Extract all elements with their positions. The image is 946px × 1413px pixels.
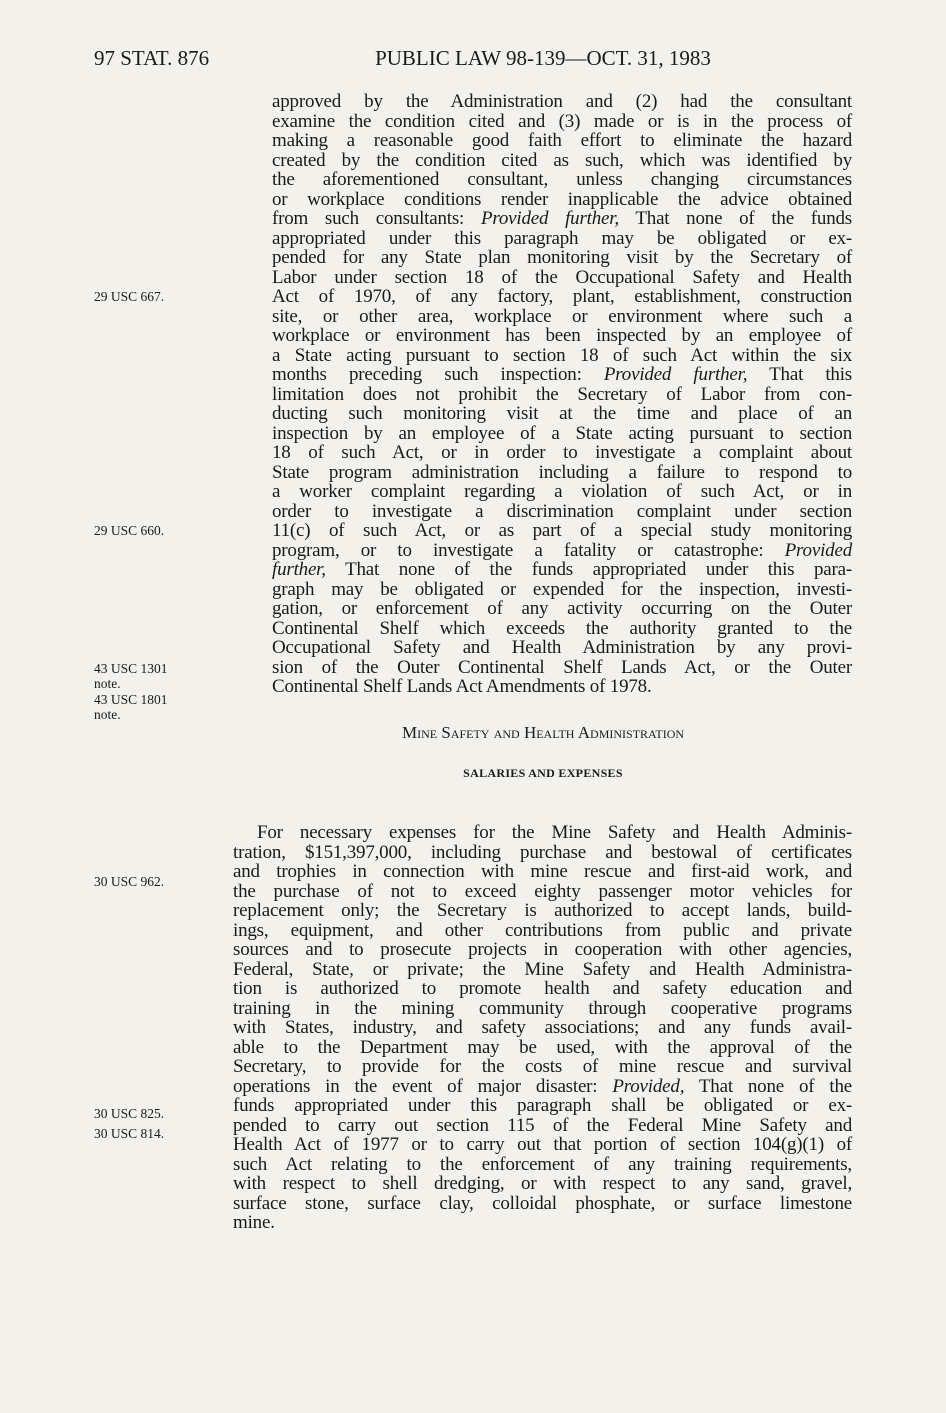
text-segment: State program administration including a failure to respond to — [272, 461, 852, 483]
italic-proviso: Provided, — [612, 1075, 685, 1097]
text-line — [272, 229, 852, 249]
margin-note: 29 USC 667. — [94, 289, 165, 304]
paragraph-2 — [233, 823, 852, 1233]
text-segment: training in the mining community through cooperative programs — [233, 997, 852, 1019]
text-line — [272, 248, 852, 268]
text-line — [233, 823, 852, 843]
text-segment: That none of the — [684, 1075, 852, 1097]
text-segment: examine the condition cited and (3) made or is in the process of — [272, 110, 852, 132]
text-line — [272, 424, 852, 444]
text-segment: with respect to shell dredging, or with respect to any sand, gravel, — [233, 1173, 852, 1194]
text-segment: such Act relating to the enforcement of any training requirements, — [233, 1153, 852, 1175]
text-segment: Continental Shelf Lands Act Amendments of 1978. — [272, 676, 652, 697]
text-line — [233, 901, 852, 921]
section-heading: SALARIES AND EXPENSES — [463, 766, 623, 780]
text-line — [272, 560, 852, 580]
text-segment: tion is authorized to promote health and safety education and — [233, 978, 852, 999]
text-segment: Federal, State, or private; the Mine Safety and Health Administra- — [233, 958, 852, 980]
text-segment: Act of 1970, of any factory, plant, establishment, construction — [272, 286, 852, 307]
text-line — [233, 862, 852, 882]
text-segment: site, or other area, workplace or environment where such a — [272, 305, 852, 327]
text-line — [233, 1135, 852, 1155]
text-line — [272, 190, 852, 210]
text-line — [233, 1077, 852, 1097]
text-segment: pended for any State plan monitoring visit by the Secretary of — [272, 247, 852, 268]
text-segment: making a reasonable good faith effort to eliminate the hazard — [272, 130, 852, 151]
text-line — [272, 638, 852, 658]
margin-note: 43 USC 1801 note. — [94, 692, 168, 722]
text-segment: able to the Department may be used, with the approval of the — [233, 1036, 852, 1058]
text-segment: inspection by an employee of a State acting pursuant to section — [272, 422, 852, 444]
text-segment: gation, or enforcement of any activity occurring on the Outer — [272, 598, 852, 619]
text-line — [272, 385, 852, 405]
italic-proviso: Provided — [784, 539, 852, 561]
text-line — [272, 502, 852, 522]
text-line — [272, 677, 852, 697]
text-line — [233, 921, 852, 941]
text-segment: operations in the event of major disaster: — [233, 1075, 613, 1097]
text-segment: mine. — [233, 1212, 275, 1233]
text-segment: Occupational Safety and Health Administration by any provi- — [272, 637, 852, 658]
text-line — [272, 404, 852, 424]
text-segment: limitation does not prohibit the Secretary of Labor from con- — [272, 383, 852, 405]
text-line — [272, 482, 852, 502]
text-segment: a worker complaint regarding a violation of such Act, or in — [272, 481, 852, 502]
text-segment: the aforementioned consultant, unless changing circumstances — [272, 169, 852, 190]
text-line — [233, 843, 852, 863]
text-line — [272, 307, 852, 327]
text-segment: graph may be obligated or expended for the inspection, investi- — [272, 578, 852, 600]
text-line — [272, 326, 852, 346]
text-line — [272, 112, 852, 132]
text-segment: ducting such monitoring visit at the time and place of an — [272, 403, 852, 424]
text-segment: from such consultants: — [272, 208, 481, 229]
text-line — [272, 541, 852, 561]
text-segment: sion of the Outer Continental Shelf Lands Act, or the Outer — [272, 656, 852, 678]
italic-proviso: Provided further, — [480, 208, 619, 229]
text-line — [272, 619, 852, 639]
text-segment: Continental Shelf which exceeds the authority granted to the — [272, 617, 852, 639]
text-line — [233, 1038, 852, 1058]
margin-note: 30 USC 825. — [94, 1106, 165, 1121]
text-segment: order to investigate a discrimination complaint under section — [272, 500, 852, 522]
text-segment: created by the condition cited as such, which was identified by — [272, 149, 852, 171]
text-line — [233, 1018, 852, 1038]
text-line — [233, 960, 852, 980]
text-segment: That none of the funds appropriated under this para- — [325, 559, 852, 580]
text-segment: surface stone, surface clay, colloidal phosphate, or surface limestone — [233, 1192, 852, 1214]
text-segment: Secretary, to provide for the costs of mine rescue and survival — [233, 1056, 852, 1077]
text-segment: That none of the funds — [618, 208, 852, 229]
paragraph-1 — [272, 92, 852, 697]
text-line — [272, 521, 852, 541]
italic-proviso: Provided further, — [603, 364, 748, 385]
text-line — [272, 599, 852, 619]
text-segment: pended to carry out section 115 of the Federal Mine Safety and — [233, 1114, 852, 1136]
text-line — [233, 979, 852, 999]
text-line — [272, 131, 852, 151]
text-segment: replacement only; the Secretary is authorized to accept lands, build- — [233, 900, 852, 921]
text-line — [233, 1057, 852, 1077]
text-segment: For necessary expenses for the Mine Safety and Health Adminis- — [257, 822, 852, 843]
text-segment: funds appropriated under this paragraph shall be obligated or ex- — [233, 1095, 852, 1116]
text-line — [233, 1116, 852, 1136]
text-line — [233, 1096, 852, 1116]
margin-note: 30 USC 962. — [94, 874, 165, 889]
text-line — [233, 882, 852, 902]
text-line — [272, 365, 852, 385]
text-segment: ings, equipment, and other contributions from public and private — [233, 919, 852, 941]
agency-heading: Mine Safety and Health Administration — [401, 723, 685, 742]
text-segment: tration, $151,397,000, including purchase and bestowal of certificates — [233, 841, 852, 863]
text-line — [233, 1155, 852, 1175]
statute-page-number: 97 STAT. 876 — [94, 46, 210, 70]
text-line — [272, 443, 852, 463]
text-line — [272, 268, 852, 288]
text-segment: Labor under section 18 of the Occupational Safety and Health — [272, 266, 852, 288]
text-segment: That this — [747, 364, 853, 385]
margin-note: 30 USC 814. — [94, 1126, 165, 1141]
text-segment: appropriated under this paragraph may be obligated or ex- — [272, 227, 852, 249]
text-line — [233, 999, 852, 1019]
text-line — [272, 170, 852, 190]
page-header-title: PUBLIC LAW 98-139—OCT. 31, 1983 — [375, 46, 711, 70]
text-segment: approved by the Administration and (2) had the consultant — [272, 91, 852, 112]
text-segment: months preceding such inspection: — [272, 364, 604, 385]
text-line — [233, 1213, 852, 1233]
text-line — [233, 940, 852, 960]
margin-note: 29 USC 660. — [94, 523, 165, 538]
text-line — [272, 209, 852, 229]
text-segment: the purchase of not to exceed eighty passenger motor vehicles for — [233, 880, 852, 902]
text-segment: or workplace conditions render inapplicable the advice obtained — [272, 188, 852, 210]
text-segment: 11(c) of such Act, or as part of a special study monitoring — [272, 520, 852, 541]
text-segment: workplace or environment has been inspected by an employee of — [272, 325, 852, 346]
text-line — [272, 151, 852, 171]
text-line — [272, 580, 852, 600]
text-segment: sources and to prosecute projects in cooperation with other agencies, — [233, 939, 852, 960]
margin-note: 43 USC 1301 note. — [94, 661, 168, 691]
text-line — [272, 346, 852, 366]
text-line — [272, 287, 852, 307]
text-line — [272, 463, 852, 483]
text-line — [233, 1174, 852, 1194]
text-segment: with States, industry, and safety associations; and any funds avail- — [233, 1017, 852, 1038]
text-line — [272, 658, 852, 678]
text-segment: program, or to investigate a fatality or catastrophe: — [272, 539, 785, 561]
text-line — [233, 1194, 852, 1214]
text-segment: 18 of such Act, or in order to investigate a complaint about — [272, 442, 852, 463]
italic-proviso: further, — [272, 559, 326, 580]
text-segment: Health Act of 1977 or to carry out that portion of section 104(g)(1) of — [233, 1134, 852, 1155]
text-line — [272, 92, 852, 112]
text-segment: a State acting pursuant to section 18 of such Act within the six — [272, 344, 852, 366]
text-segment: and trophies in connection with mine rescue and first-aid work, and — [233, 861, 852, 882]
